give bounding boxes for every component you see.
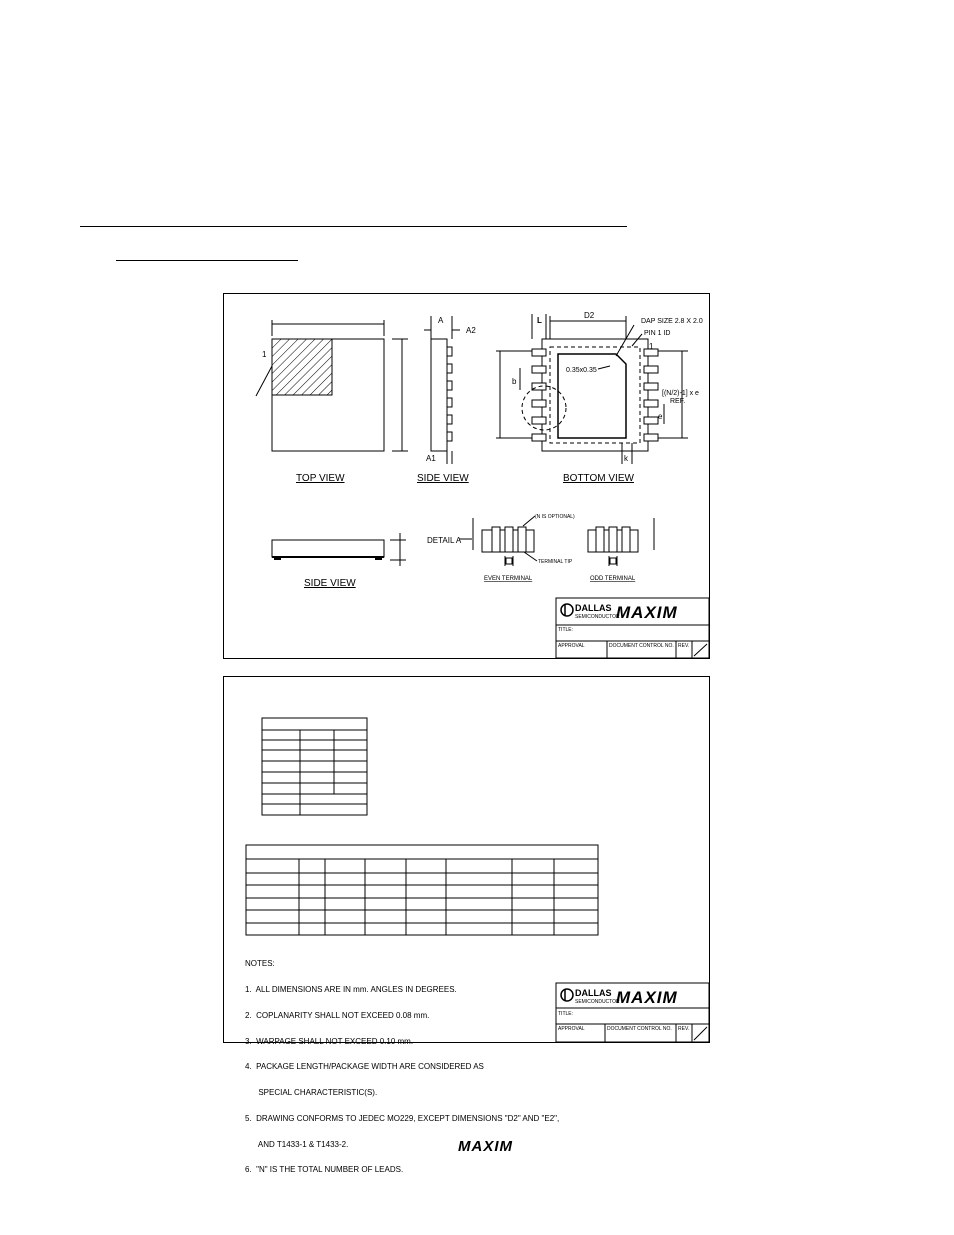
approval-field: APPROVAL [558, 1026, 585, 1032]
top-view-title: TOP VIEW [296, 473, 345, 484]
note-item: 5. DRAWING CONFORMS TO JEDEC MO229, EXCEPT DIMENSIONS "D2" AND "E2", [245, 1113, 560, 1123]
pin1-top-label: 1 [262, 350, 267, 359]
title-block-1 [556, 598, 709, 658]
header-rule [80, 226, 627, 227]
ref-label: REF. [670, 398, 686, 405]
package-variations-table [246, 845, 598, 935]
doc-control-field: DOCUMENT CONTROL NO. [607, 1026, 672, 1032]
note-item: 2. COPLANARITY SHALL NOT EXCEED 0.08 mm. [245, 1010, 430, 1020]
company-sub: SEMICONDUCTOR [575, 999, 620, 1005]
rev-field: REV. [678, 1026, 690, 1032]
note-item: 1. ALL DIMENSIONS ARE IN mm. ANGLES IN DEGREES. [245, 984, 457, 994]
dimension-table-drawing [223, 676, 710, 1175]
title-block-2 [556, 983, 709, 1042]
note-item: 6. "N" IS THE TOTAL NUMBER OF LEADS. [245, 1165, 404, 1175]
chamfer-label: 0.35x0.35 [566, 367, 597, 374]
note-heading: NOTES: [245, 959, 275, 969]
terminal-tip-label: TERMINAL TIP [538, 559, 573, 565]
approval-field: APPROVAL [558, 643, 585, 649]
dallas-logo-icon [561, 604, 573, 616]
pin1-bottom-label: 1 [649, 342, 654, 351]
side-view-1-title: SIDE VIEW [417, 473, 469, 484]
pin1-id-label: PIN 1 ID [644, 330, 671, 337]
n-optional-label: (N IS OPTIONAL) [535, 514, 575, 520]
dim-e-label: e [658, 412, 663, 421]
package-outline-drawing [223, 293, 710, 659]
maxim-logo: MAXIM [616, 603, 678, 622]
rev-field: REV. [678, 643, 690, 649]
maxim-logo: MAXIM [616, 988, 678, 1007]
even-terminal-label: EVEN TERMINAL [484, 576, 533, 582]
doc-control-field: DOCUMENT CONTROL NO. [609, 643, 674, 649]
company-name: DALLAS [575, 988, 612, 998]
note-item: 3. WARPAGE SHALL NOT EXCEED 0.10 mm. [245, 1036, 414, 1046]
dim-l-label: L [537, 316, 542, 325]
note-item: SPECIAL CHARACTERISTIC(S). [245, 1088, 378, 1098]
dim-d2-label: D2 [584, 311, 595, 320]
title-field: TITLE: [558, 627, 574, 633]
company-sub: SEMICONDUCTOR [575, 614, 620, 620]
dim-a-label: A [438, 316, 444, 325]
side-view-2-title: SIDE VIEW [304, 578, 356, 589]
subheader-rule [116, 260, 298, 261]
dap-size-label: DAP SIZE 2.8 X 2.0 [641, 318, 703, 325]
side-view-2 [272, 533, 406, 589]
top-view [256, 320, 408, 484]
detail-a [427, 514, 654, 582]
pitch-formula-label: [(N/2)-1] x e [662, 390, 699, 397]
side-view-1 [417, 316, 476, 484]
dallas-logo-icon [561, 989, 573, 1001]
odd-terminal-label: ODD TERMINAL [590, 576, 636, 582]
bottom-view-title: BOTTOM VIEW [563, 473, 634, 484]
dim-a1-label: A1 [426, 454, 436, 463]
note-item: AND T1433-1 & T1433-2. [245, 1139, 349, 1149]
company-name: DALLAS [575, 603, 612, 613]
detail-a-label: DETAIL A [427, 536, 462, 545]
title-field: TITLE: [558, 1011, 574, 1017]
package-outline-svg [224, 294, 709, 658]
note-item: 4. PACKAGE LENGTH/PACKAGE WIDTH ARE CONSIDERED AS [245, 1062, 484, 1072]
dim-a2-label: A2 [466, 326, 476, 335]
dim-k-label: k [624, 454, 628, 463]
dim-b-label: b [512, 377, 517, 386]
common-dimensions-table [262, 718, 367, 815]
bottom-view [496, 311, 703, 484]
footer-maxim-logo: MAXIM [458, 1138, 513, 1155]
